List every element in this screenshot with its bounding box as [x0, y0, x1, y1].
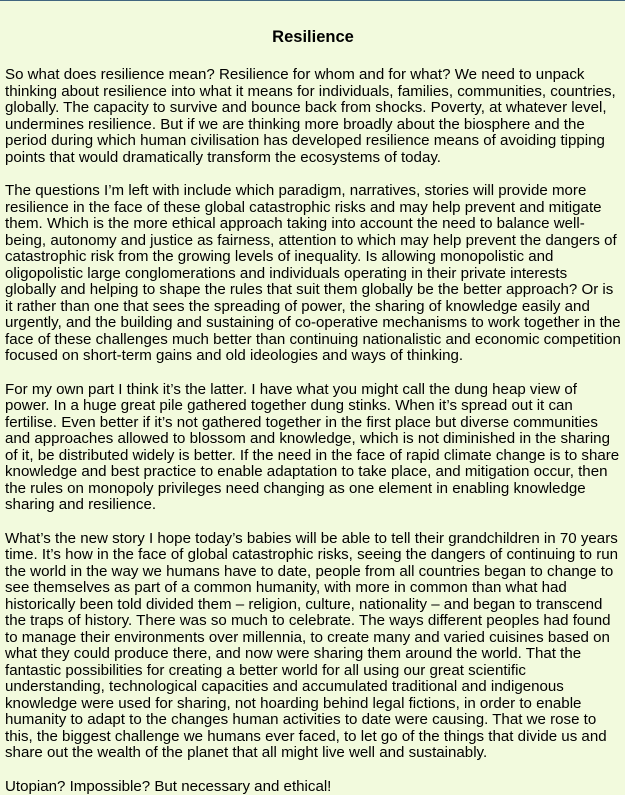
paragraph-5: Utopian? Impossible? But necessary and ethical!	[5, 779, 621, 795]
article	[0, 28, 625, 795]
paragraph-4: What’s the new story I hope today’s babies will be able to tell their grandchildren in 70 years time. It’s how in the face of global catastrophic risks, seeing the dangers of continuing to run the world in the way we humans have to date, people from all countries began to change to see themselves as part of a common humanity, with more in common than what had historically been told divided them – religion, culture, nationality – and began to transcend the traps of history. There was so much to celebrate. The ways different peoples had found to manage their environments over millennia, to create many and varied cuisines based on what they could produce there, and now were sharing them around the world. That the fantastic possibilities for creating a better world for all using our great scientific understanding, technological capacities and accumulated traditional and indigenous knowledge were used for sharing, not hoarding behind legal fictions, in order to enable humanity to adapt to the changes human activities to date were causing. That we rose to this, the biggest challenge we humans ever faced, to let go of the things that divide us and share out the wealth of the planet that all might live well and sustainably.	[5, 531, 621, 762]
paragraph-2: The questions I’m left with include which paradigm, narratives, stories will provide more resilience in the face of these global catastrophic risks and may help prevent and mitigate them. Which is the more ethical approach taking into account the need to balance well-being, autonomy and justice as fairness, attention to which may help prevent the dangers of catastrophic risk from the growing levels of inequality. Is allowing monopolistic and oligopolistic large conglomerations and individuals operating in their private interests globally and helping to shape the rules that suit them globally be the better approach? Or is it rather than one that sees the spreading of power, the sharing of knowledge easily and urgently, and the building and sustaining of co-operative mechanisms to work together in the face of these challenges much better than continuing nationalistic and economic competition focused on short-term gains and old ideologies and ways of thinking.	[5, 183, 621, 365]
paragraph-1: So what does resilience mean? Resilience for whom and for what? We need to unpack thinking about resilience into what it means for individuals, families, communities, countries, globally. The capacity to survive and bounce back from shocks. Poverty, at whatever level, undermines resilience. But if we are thinking more broadly about the biosphere and the period during which human civilisation has developed resilience means of avoiding tipping points that would dramatically transform the ecosystems of today.	[5, 67, 621, 166]
page-title: Resilience	[5, 28, 621, 47]
paragraph-3: For my own part I think it’s the latter. I have what you might call the dung heap view of power. In a huge great pile gathered together dung stinks. When it’s spread out it can fertilise. Even better if it’s not gathered together in the first place but diverse communities and approaches allowed to blossom and knowledge, which is not diminished in the sharing of it, be distributed widely is better. If the need in the face of rapid climate change is to share knowledge and best practice to enable adaptation to take place, and mitigation occur, then the rules on monopoly privileges need changing as one element in enabling knowledge sharing and resilience.	[5, 382, 621, 514]
